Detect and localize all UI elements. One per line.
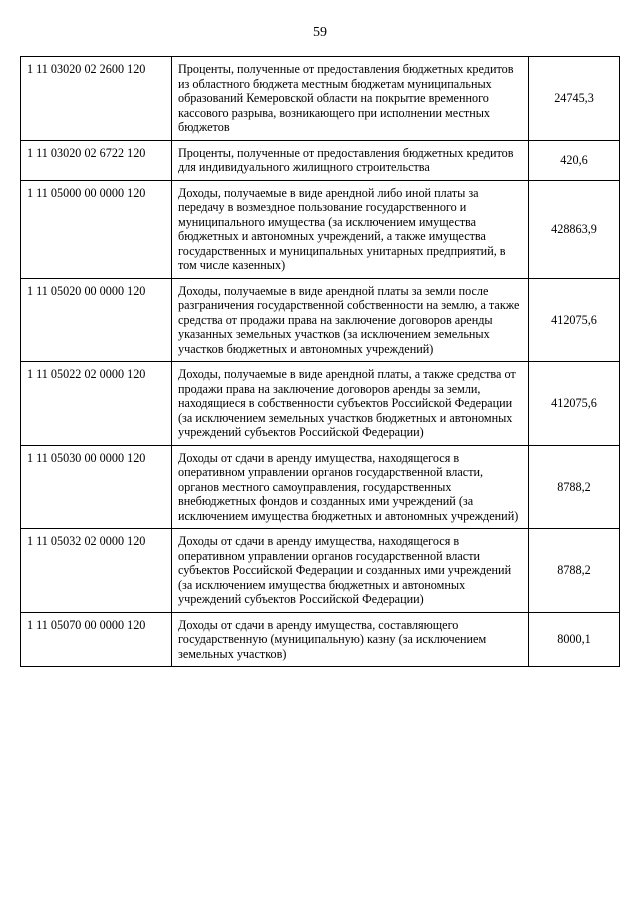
page-number: 59 (313, 25, 327, 40)
revenue-amount-cell: 8788,2 (529, 529, 620, 613)
revenue-code-cell: 1 11 03020 02 6722 120 (21, 140, 172, 180)
table-row (21, 57, 620, 141)
revenue-code-cell: 1 11 05030 00 0000 120 (21, 445, 172, 529)
revenue-description-cell: Доходы, получаемые в виде арендной платы за земли после разграничения государственной собственности на землю, а также средства от продажи права на заключение договоров аренды указанных земельных участков (за исключением земельных участков бюджетных и автономных учреждений) (172, 278, 529, 362)
table-row (21, 180, 620, 278)
table-body (21, 57, 620, 667)
revenue-amount-cell: 8000,1 (529, 612, 620, 667)
table-row (21, 140, 620, 180)
revenue-amount-cell: 8788,2 (529, 445, 620, 529)
revenue-code-cell: 1 11 05032 02 0000 120 (21, 529, 172, 613)
revenue-description-cell: Доходы от сдачи в аренду имущества, находящегося в оперативном управлении органов государственной власти субъектов Российской Федерации и созданных ими учреждений (за исключением имущества бюджетных и автономных учреждений субъектов Российской Федерации) (172, 529, 529, 613)
table-row (21, 612, 620, 667)
revenue-code-cell: 1 11 05020 00 0000 120 (21, 278, 172, 362)
revenue-description-cell: Доходы от сдачи в аренду имущества, находящегося в оперативном управлении органов государственной власти, органов местного самоуправления, государственных внебюджетных фондов и созданных ими учреждений (за исключением имущества бюджетных и автономных учреждений) (172, 445, 529, 529)
revenue-description-cell: Проценты, полученные от предоставления бюджетных кредитов для индивидуального жилищного строительства (172, 140, 529, 180)
revenue-amount-cell: 412075,6 (529, 278, 620, 362)
revenue-code-cell: 1 11 05000 00 0000 120 (21, 180, 172, 278)
revenue-description-cell: Доходы, получаемые в виде арендной платы, а также средства от продажи права на заключение договоров аренды за земли, находящиеся в собственности субъектов Российской Федерации (за исключением земельных участков бюджетных и автономных учреждений субъектов Российской Федерации) (172, 362, 529, 446)
revenue-description-cell: Доходы, получаемые в виде арендной либо иной платы за передачу в возмездное пользование государственного и муниципального имущества (за исключением имущества бюджетных и автономных учреждений, а также имущества государственных и муниципальных унитарных предприятий, в том числе казенных) (172, 180, 529, 278)
revenue-description-cell: Проценты, полученные от предоставления бюджетных кредитов из областного бюджета местным бюджетам муниципальных образований Кемеровской области на покрытие временного кассового разрыва, возникающего при исполнении местных бюджетов (172, 57, 529, 141)
budget-revenue-table (20, 56, 620, 667)
revenue-code-cell: 1 11 03020 02 2600 120 (21, 57, 172, 141)
revenue-code-cell: 1 11 05070 00 0000 120 (21, 612, 172, 667)
revenue-amount-cell: 412075,6 (529, 362, 620, 446)
table-row (21, 362, 620, 446)
table-row (21, 445, 620, 529)
revenue-description-cell: Доходы от сдачи в аренду имущества, составляющего государственную (муниципальную) казну (за исключением земельных участков) (172, 612, 529, 667)
table-row (21, 529, 620, 613)
revenue-amount-cell: 420,6 (529, 140, 620, 180)
revenue-code-cell: 1 11 05022 02 0000 120 (21, 362, 172, 446)
table-row (21, 278, 620, 362)
revenue-amount-cell: 24745,3 (529, 57, 620, 141)
revenue-amount-cell: 428863,9 (529, 180, 620, 278)
